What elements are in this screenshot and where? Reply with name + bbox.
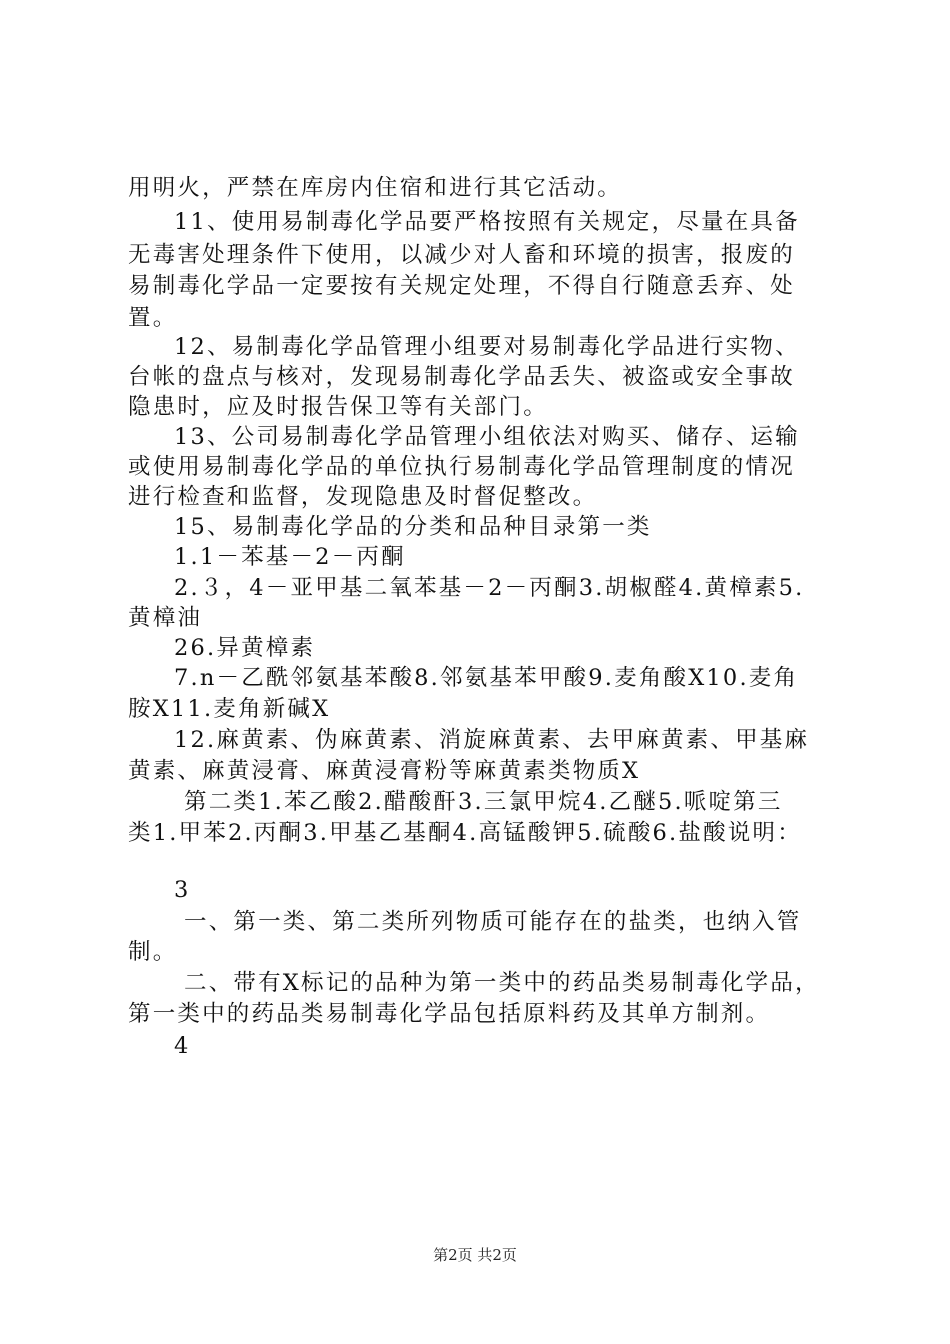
text-line: 12、易制毒化学品管理小组要对易制毒化学品进行实物、: [174, 334, 800, 360]
text-line: 易制毒化学品一定要按有关规定处理，不得自行随意丢弃、处: [128, 273, 795, 299]
page-number-text: 4: [174, 1033, 191, 1059]
text-line: 2.３，4－亚甲基二氧苯基－2－丙酮3.胡椒醛4.黄樟素5.: [174, 575, 805, 601]
text-line: 制。: [128, 939, 178, 965]
page-number-text: 3: [174, 877, 191, 903]
text-line: 胺X11.麦角新碱X: [128, 696, 331, 722]
text-line: 或使用易制毒化学品的单位执行易制毒化学品管理制度的情况: [128, 454, 795, 480]
text-line: 15、易制毒化学品的分类和品种目录第一类: [174, 514, 652, 540]
text-line: 1.1－苯基－2－丙酮: [174, 544, 406, 570]
text-line: 用明火，严禁在库房内住宿和进行其它活动。: [128, 175, 623, 201]
text-line: 黄素、麻黄浸膏、麻黄浸膏粉等麻黄素类物质X: [128, 758, 641, 784]
text-line: 12.麻黄素、伪麻黄素、消旋麻黄素、去甲麻黄素、甲基麻: [174, 727, 810, 753]
text-line: 置。: [128, 305, 178, 331]
text-line: 进行检查和监督，发现隐患及时督促整改。: [128, 484, 598, 510]
text-line: 7.n－乙酰邻氨基苯酸8.邻氨基苯甲酸9.麦角酸X10.麦角: [174, 665, 799, 691]
text-line: 第一类中的药品类易制毒化学品包括原料药及其单方制剂。: [128, 1001, 771, 1027]
text-line: 11、使用易制毒化学品要严格按照有关规定，尽量在具备: [174, 209, 800, 235]
text-line: 二、带有X标记的品种为第一类中的药品类易制毒化学品，: [184, 970, 820, 996]
text-line: 13、公司易制毒化学品管理小组依法对购买、储存、运输: [174, 424, 800, 450]
text-line: 26.异黄樟素: [174, 635, 316, 661]
text-line: 一、第一类、第二类所列物质可能存在的盐类，也纳入管: [184, 909, 802, 935]
text-line: 类1.甲苯2.丙酮3.甲基乙基酮4.高锰酸钾5.硫酸6.盐酸说明：: [128, 820, 802, 846]
page-footer: 第2页 共2页: [433, 1246, 517, 1264]
text-line: 隐患时，应及时报告保卫等有关部门。: [128, 394, 548, 420]
text-line: 台帐的盘点与核对，发现易制毒化学品丢失、被盗或安全事故: [128, 364, 795, 390]
text-line: 黄樟油: [128, 605, 203, 631]
text-line: 第二类1.苯乙酸2.醋酸酐3.三氯甲烷4.乙醚5.哌啶第三: [184, 789, 783, 815]
text-line: 无毒害处理条件下使用，以减少对人畜和环境的损害，报废的: [128, 242, 795, 268]
